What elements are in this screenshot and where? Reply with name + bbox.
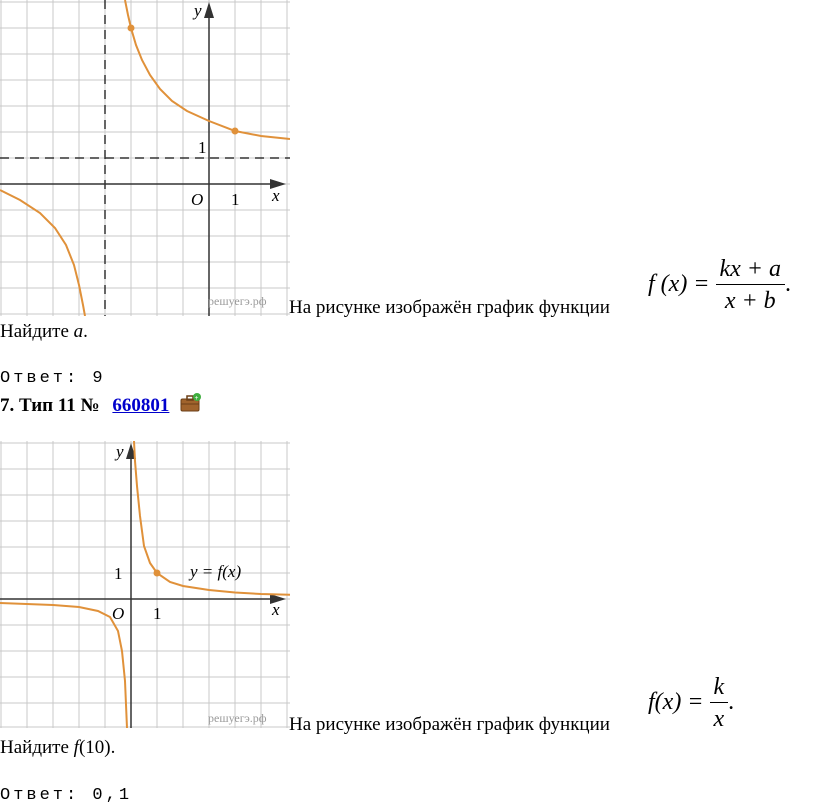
formula-fraction bbox=[716, 254, 786, 317]
formula-fraction bbox=[710, 672, 729, 735]
x-axis-label: x bbox=[272, 600, 280, 619]
watermark: решуегэ.рф bbox=[208, 294, 267, 308]
task1-formula bbox=[648, 254, 791, 317]
unit-y-label: 1 bbox=[114, 564, 123, 583]
task1-answer: Ответ: 9 bbox=[0, 369, 106, 388]
question-variable: a bbox=[73, 321, 84, 342]
marked-point bbox=[128, 25, 135, 32]
question-function: f bbox=[73, 737, 79, 758]
curve-label: y = f(x) bbox=[190, 562, 242, 581]
hyperbola-right-branch bbox=[125, 0, 290, 139]
watermark: решуегэ.рф bbox=[208, 711, 267, 725]
y-axis-arrow bbox=[204, 2, 214, 18]
origin-label: O bbox=[191, 190, 204, 209]
marked-point bbox=[232, 128, 239, 135]
question-suffix: (10). bbox=[78, 737, 116, 758]
grid bbox=[0, 441, 290, 728]
formula-end: . bbox=[728, 689, 735, 716]
unit-x-label: 1 bbox=[153, 604, 162, 623]
formula-numerator: k bbox=[710, 672, 729, 703]
graph-hyperbola-1 bbox=[0, 0, 290, 316]
unit-x-label: 1 bbox=[231, 190, 240, 209]
formula-numerator: kx + a bbox=[716, 254, 786, 285]
question-prefix: Найдите bbox=[0, 321, 74, 342]
graph-hyperbola-2 bbox=[0, 441, 290, 728]
y-axis-label: y bbox=[194, 1, 202, 20]
task1-question bbox=[0, 321, 88, 343]
question-prefix: Найдите bbox=[0, 737, 74, 758]
unit-y-label: 1 bbox=[198, 138, 207, 157]
x-axis-label: x bbox=[272, 186, 280, 205]
formula-denominator: x bbox=[713, 706, 725, 732]
task2-statement: На рисунке изображён график функции bbox=[289, 714, 610, 735]
task2-question bbox=[0, 737, 115, 759]
task2-formula bbox=[648, 672, 734, 735]
task1-statement: На рисунке изображён график функции bbox=[289, 297, 610, 318]
task-id-link[interactable]: 660801 bbox=[112, 395, 170, 416]
question-suffix: . bbox=[83, 321, 88, 342]
task-type: Тип 11 № bbox=[19, 395, 100, 416]
task-number: 7. bbox=[0, 395, 15, 416]
formula-lhs: f(x) = bbox=[648, 689, 704, 716]
hyperbola-left-branch bbox=[0, 190, 85, 316]
formula-denominator: x + b bbox=[724, 288, 776, 314]
task2-header bbox=[0, 393, 202, 417]
formula-end: . bbox=[785, 271, 791, 298]
task2-answer: Ответ: 0,1 bbox=[0, 786, 133, 805]
hyperbola-left-branch bbox=[0, 603, 127, 728]
briefcase-icon[interactable] bbox=[180, 393, 202, 413]
marked-point bbox=[154, 570, 161, 577]
origin-label: O bbox=[112, 604, 125, 623]
formula-lhs: f (x) = bbox=[648, 271, 710, 298]
svg-text:+: + bbox=[194, 394, 199, 402]
y-axis-label: y bbox=[116, 442, 124, 461]
